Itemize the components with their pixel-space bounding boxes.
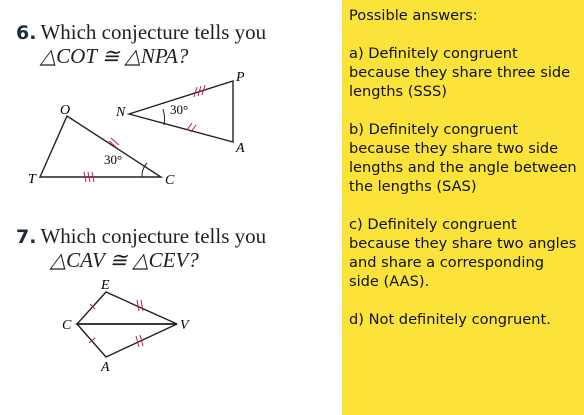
answer-option-b[interactable]: b) Definitely congruent because they share two side lengths and the angle between the lengths (SAS) [349, 121, 577, 195]
vertex-label-n: N [116, 105, 126, 120]
vertex-label-a: A [236, 141, 245, 156]
question-6-statement: △COT ≅ △NPA? [40, 44, 189, 68]
question-7-statement: △CAV ≅ △CEV? [50, 248, 199, 272]
vertex-label-t: T [28, 172, 36, 187]
question-number: 6. [16, 22, 37, 44]
vertex-label-v: V [180, 318, 189, 333]
answers-heading: Possible answers: [349, 7, 478, 24]
vertex-label-c: C [165, 173, 175, 188]
answer-option-c[interactable]: c) Definitely congruent because they share two angles and share a corresponding side (AAS). [349, 216, 577, 290]
answer-option-d[interactable]: d) Not definitely congruent. [349, 311, 551, 328]
answer-option-a[interactable]: a) Definitely congruent because they share three side lengths (SSS) [349, 45, 571, 100]
vertex-label-p: P [236, 70, 245, 85]
vertex-label-a: A [101, 360, 110, 375]
possible-answers-panel [342, 0, 584, 415]
vertex-label-o: O [60, 103, 71, 118]
question-number: 7. [16, 226, 37, 248]
vertex-label-c: C [62, 318, 72, 333]
vertex-label-e: E [101, 278, 110, 293]
question-text-line1: Which conjecture tells you [40, 224, 267, 248]
angle-label-c: 30° [104, 152, 123, 167]
triangle-cev [77, 292, 177, 324]
angle-label-n: 30° [170, 102, 189, 117]
question-text-line1: Which conjecture tells you [40, 20, 267, 44]
